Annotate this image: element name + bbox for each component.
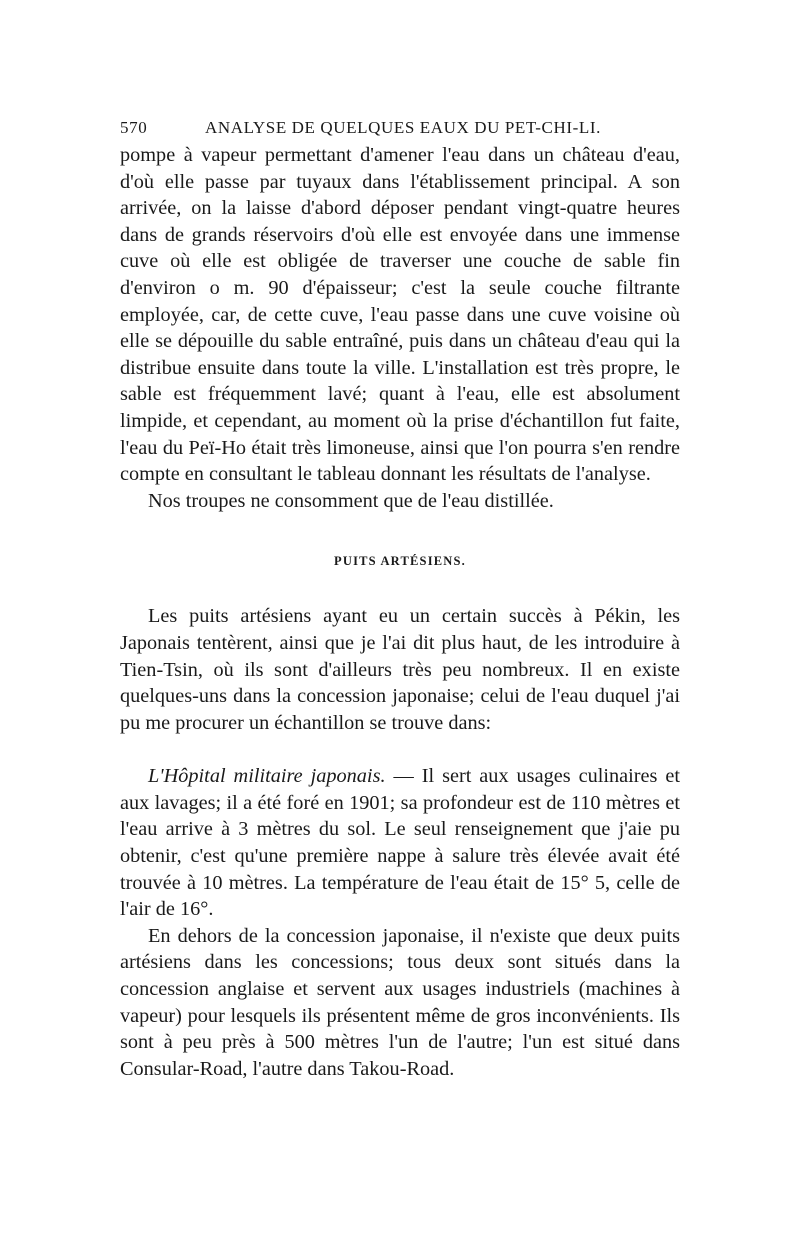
page-number: 570 [120,118,148,137]
paragraph-concessions: En dehors de la concession japonaise, il n'existe que deux puits artésiens dans les concessions; tous deux sont situés dans la concession anglaise et servent aux usages industriels (machines à vapeur) pour lesquels ils présentent même de gros inconvénients. Ils sont à peu près à 500 mètres l'un de l'autre; l'un est situé dans Consular-Road, l'autre dans Takou-Road. [120,924,680,1080]
running-head [120,108,680,142]
book-page [120,108,680,1082]
paragraph-continued: pompe à vapeur permettant d'amener l'eau dans un château d'eau, d'où elle passe par tuyaux dans l'établissement principal. A son arrivée, on la laisse d'abord déposer pendant vingt-quatre heures dans de grands réservoirs d'où elle est envoyée dans une immense cuve où elle est obligée de traverser une couche de sable fin d'environ o m. 90 d'épaisseur; c'est la seule couche filtrante employée, car, de cette cuve, l'eau passe dans une cuve voisine où elle se dépouille du sable entraîné, puis dans un château d'eau qui la distribue ensuite dans toute la ville. L'installation est très propre, le sable est fréquemment lavé; quant à l'eau, elle est absolument limpide, et cependant, au moment où la prise d'échantillon fut faite, l'eau du Peï-Ho était très limoneuse, ainsi que l'on pourra s'en rendre compte en consultant le tableau donnant les résultats de l'analyse. [120,144,680,486]
hopital-text: — Il sert aux usages culinaires et aux lavages; il a été foré en 1901; sa profondeur est de 110 mètres et l'eau arrive à 3 mètres du sol. Le seul renseignement que j'aie pu obtenir, c'est qu'une première nappe à salure très élevée avait été trouvée à 10 mètres. La température de l'eau était de 15° 5, celle de l'air de 16°. [120,765,680,921]
paragraph-hopital [120,763,680,923]
paragraph-troupes: Nos troupes ne consomment que de l'eau distillée. [148,489,554,512]
paragraph-puits-intro: Les puits artésiens ayant eu un certain succès à Pékin, les Japonais tentèrent, ainsi que je l'ai dit plus haut, de les introduire à Tien-Tsin, où ils sont d'ailleurs très peu nombreux. Il en existe quelques-uns dans la concession japonaise; celui de l'eau duquel j'ai pu me procurer un échantillon se trouve dans: [120,605,680,734]
section-heading: PUITS ARTÉSIENS. [334,554,466,569]
paragraph-gap [120,736,680,763]
running-title: ANALYSE DE QUELQUES EAUX DU PET-CHI-LI. [205,118,601,137]
hopital-title: L'Hôpital militaire japonais. [148,765,386,788]
